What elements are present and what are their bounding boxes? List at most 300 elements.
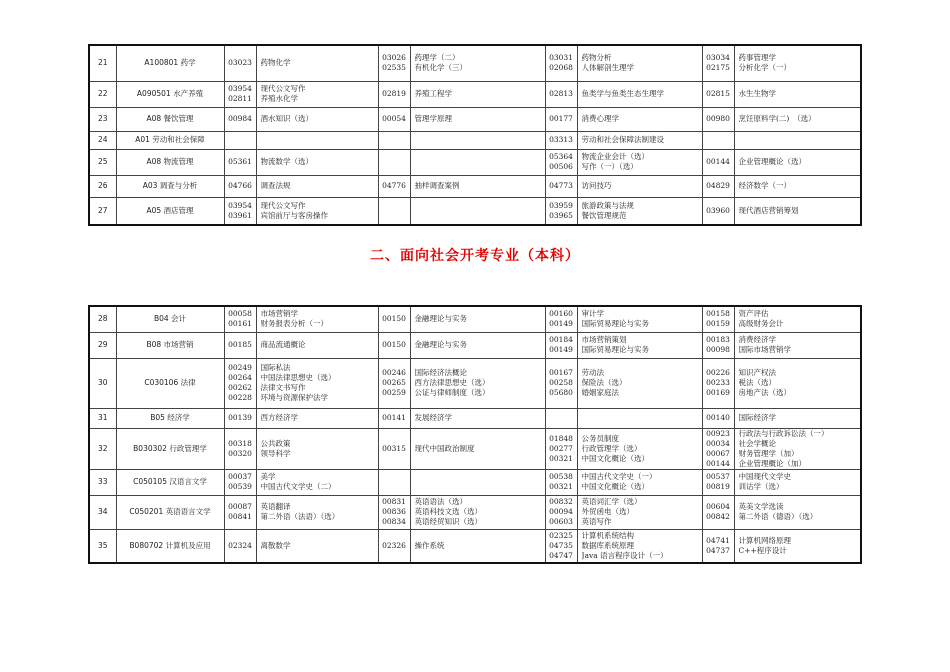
course-code-line: 00233 (706, 378, 730, 387)
major-name (116, 107, 224, 131)
course-name (256, 428, 378, 469)
course-code-line: 03960 (706, 205, 730, 215)
course-code-line: 00098 (706, 345, 730, 354)
course-code-line: 00259 (382, 388, 406, 397)
section-title: 二、面向社会开考专业（本科） (370, 248, 580, 264)
course-code (545, 131, 577, 149)
table-row (89, 131, 861, 149)
course-name-line: 行政管理学（选） (581, 443, 642, 453)
course-name (410, 306, 545, 332)
major-name (116, 149, 224, 175)
row-number-line: 33 (97, 477, 108, 486)
major-name-line: B04 会计 (153, 314, 187, 324)
course-code-line: 00832 (549, 497, 573, 506)
course-name (410, 45, 545, 81)
course-name-line: 中国古代文学史（一） (581, 472, 657, 481)
course-name (410, 332, 545, 358)
course-code-line: 00160 (549, 309, 573, 319)
course-code-line: 00506 (549, 162, 573, 171)
course-name (577, 428, 702, 469)
course-name (734, 175, 861, 197)
course-name (734, 131, 861, 149)
table-row (89, 495, 861, 529)
course-code (702, 358, 734, 408)
course-code (378, 81, 410, 107)
course-name-line: 英语语法（选） (414, 497, 467, 506)
table-row (89, 149, 861, 175)
course-code-line: 02326 (382, 540, 406, 550)
course-code-line: 00058 (228, 309, 252, 319)
course-code-line: 00318 (228, 438, 252, 448)
major-name (116, 131, 224, 149)
course-name-line: 审计学 (581, 309, 604, 319)
course-code (702, 45, 734, 81)
course-name (577, 45, 702, 81)
course-code-line: 00277 (549, 443, 573, 453)
table-b-body (89, 306, 861, 563)
course-code-line: 00054 (382, 114, 406, 123)
course-code (224, 529, 256, 563)
course-name-line: 金融理论与实务 (414, 340, 467, 349)
course-code-line: 02068 (549, 63, 573, 73)
course-code (224, 45, 256, 81)
course-name-line: 劳动和社会保障法制建设 (581, 135, 664, 144)
course-name-line: 企业管理概论（加） (738, 458, 806, 468)
table-row (89, 175, 861, 197)
course-name-line: 烹饪原料学(二) （选） (738, 114, 816, 123)
course-name-line: 外贸函电（选） (581, 507, 634, 516)
course-code (224, 332, 256, 358)
course-name-line: 社会学概论 (738, 438, 776, 448)
row-number-line: 31 (97, 413, 108, 422)
course-name (256, 197, 378, 225)
course-code-line: 00320 (228, 448, 252, 458)
row-number (89, 81, 116, 107)
course-name (256, 358, 378, 408)
course-name-line: 西方法律思想史（选） (414, 378, 490, 387)
course-code-line: 00158 (706, 309, 730, 319)
course-code (545, 81, 577, 107)
major-name (116, 197, 224, 225)
course-code-line: 00067 (706, 448, 730, 458)
course-name (577, 529, 702, 563)
course-name-line: 养殖工程学 (414, 89, 452, 98)
course-name-line: 药理学（二） (414, 53, 460, 63)
course-code-line: 00150 (382, 314, 406, 324)
course-name-line: 商品流通概论 (260, 340, 306, 349)
course-code-line: 01848 (549, 433, 573, 443)
course-code (702, 306, 734, 332)
major-name (116, 469, 224, 495)
course-code-line: 00834 (382, 517, 406, 526)
row-number-line: 24 (97, 135, 108, 144)
row-number (89, 197, 116, 225)
course-code (224, 197, 256, 225)
course-name (410, 495, 545, 529)
course-name-line: 消费经济学 (738, 335, 776, 344)
major-name-line: A08 物流管理 (146, 157, 194, 166)
course-code (378, 107, 410, 131)
row-number-line: 35 (97, 540, 108, 550)
course-code (702, 495, 734, 529)
course-name-line: 保险法（选） (581, 378, 627, 387)
course-code-line: 00150 (382, 340, 406, 349)
course-name-line: 离散数学 (260, 540, 291, 550)
row-number-line: 34 (97, 507, 108, 516)
course-name-line: 资产评估 (738, 309, 769, 319)
course-code-line: 00144 (706, 157, 730, 166)
course-code (545, 45, 577, 81)
row-number (89, 408, 116, 428)
course-code (224, 358, 256, 408)
row-number-line: 30 (97, 378, 108, 387)
course-name (577, 408, 702, 428)
course-name-line: 英语科技文选（选） (414, 507, 482, 516)
course-code-line: 03023 (228, 58, 252, 68)
major-name-line: A03 调查与分析 (142, 181, 198, 190)
table-row (89, 332, 861, 358)
course-name-line: 英语经贸知识（选） (414, 517, 482, 526)
course-name-line: 药事管理学 (738, 53, 776, 63)
course-code (702, 529, 734, 563)
course-code (224, 408, 256, 428)
course-name (410, 408, 545, 428)
course-code (545, 149, 577, 175)
course-name-line: 国际贸易理论与实务 (581, 345, 649, 354)
course-name (734, 107, 861, 131)
major-name (116, 306, 224, 332)
row-number (89, 45, 116, 81)
course-code (545, 529, 577, 563)
major-name-line: A05 酒店管理 (146, 205, 194, 215)
course-code-line: 03031 (549, 53, 573, 63)
course-code-line: 02813 (549, 89, 573, 98)
major-name (116, 428, 224, 469)
course-name-line: 英语词汇学（选） (581, 497, 642, 506)
course-code-line: 00315 (382, 443, 406, 453)
course-name (410, 469, 545, 495)
course-code-line: 00246 (382, 368, 406, 377)
course-name (734, 408, 861, 428)
course-code-line: 00087 (228, 502, 252, 511)
course-name (256, 332, 378, 358)
course-code-line: 00539 (228, 482, 252, 491)
course-name-line: 第二外语（德语）（选） (738, 512, 818, 521)
course-code-line: 00185 (228, 340, 252, 349)
course-code-line: 00984 (228, 114, 252, 123)
row-number (89, 495, 116, 529)
course-name-line: 领导科学 (260, 448, 291, 458)
course-name-line: 计算机系统结构 (581, 530, 634, 540)
course-code (224, 131, 256, 149)
course-code (702, 81, 734, 107)
table-row (89, 45, 861, 81)
course-name-line: 国际贸易理论与实务 (581, 319, 649, 329)
course-name-line: 金融理论与实务 (414, 314, 467, 324)
course-name-line: 中国现代文学史 (738, 472, 791, 481)
major-name-line: A090501 水产养殖 (136, 89, 204, 98)
course-name-line: 公务员制度 (581, 433, 619, 443)
course-code (378, 428, 410, 469)
table-row (89, 81, 861, 107)
course-code (378, 469, 410, 495)
course-name-line: 访问技巧 (581, 181, 612, 190)
course-name (256, 408, 378, 428)
course-name-line: 税法（选） (738, 378, 776, 387)
course-code-line: 00537 (706, 472, 730, 481)
course-name (577, 495, 702, 529)
course-name-line: 现代中国政治制度 (414, 443, 475, 453)
course-name-line: 鱼类学与鱼类生态生理学 (581, 89, 664, 98)
course-name (734, 358, 861, 408)
course-code-line: 03026 (382, 53, 406, 63)
course-name-line: 现代酒店营销筹划 (738, 205, 799, 215)
major-name (116, 45, 224, 81)
course-name (410, 149, 545, 175)
course-name-line: 宾馆前厅与客房操作 (260, 210, 328, 220)
course-code-line: 00249 (228, 363, 252, 372)
course-name (410, 428, 545, 469)
course-name (410, 175, 545, 197)
course-name-line: 知识产权法 (738, 368, 776, 377)
major-name (116, 358, 224, 408)
course-code (224, 306, 256, 332)
course-name-line: C++程序设计 (738, 545, 787, 555)
course-code (702, 131, 734, 149)
major-name-line: C050201 英语语言文学 (129, 507, 211, 516)
course-code-line: 03313 (549, 135, 573, 144)
course-name (256, 175, 378, 197)
course-name (577, 149, 702, 175)
course-code-line: 00819 (706, 482, 730, 491)
course-code-line: 04829 (706, 181, 730, 190)
course-code-line: 04737 (706, 545, 730, 555)
major-name (116, 529, 224, 563)
course-name (734, 428, 861, 469)
course-name-line: 美学 (260, 472, 276, 481)
major-name (116, 495, 224, 529)
course-code (224, 175, 256, 197)
major-name-line: B05 经济学 (150, 413, 190, 422)
course-code-line: 00169 (706, 388, 730, 397)
major-name (116, 81, 224, 107)
course-name (256, 45, 378, 81)
course-name (410, 131, 545, 149)
course-name-line: 国际经济法概论 (414, 368, 467, 377)
table-row (89, 107, 861, 131)
course-name-line: 英美文学选读 (738, 502, 784, 511)
course-code-line: 00262 (228, 383, 252, 392)
course-code (545, 408, 577, 428)
course-code (545, 469, 577, 495)
course-name-line: 公共政策 (260, 438, 291, 448)
course-name-line: Java 语言程序设计（一） (581, 550, 668, 560)
course-code-line: 00604 (706, 502, 730, 511)
course-code (378, 131, 410, 149)
course-name (410, 529, 545, 563)
row-number-line: 25 (97, 157, 108, 166)
course-code (224, 469, 256, 495)
course-code (702, 428, 734, 469)
course-code (545, 495, 577, 529)
course-code-line: 00226 (706, 368, 730, 377)
row-number (89, 149, 116, 175)
course-name-line: 公证与律师制度（选） (414, 388, 490, 397)
course-code-line: 03954 (228, 200, 252, 210)
course-name (256, 81, 378, 107)
course-code-line: 04776 (382, 181, 406, 190)
course-code-line: 02815 (706, 89, 730, 98)
course-code (378, 529, 410, 563)
course-name-line: 餐饮管理规范 (581, 210, 627, 220)
major-name (116, 332, 224, 358)
major-name (116, 408, 224, 428)
course-name-line: 中国文化概论（选） (581, 453, 649, 463)
course-code (378, 495, 410, 529)
course-name-line: 物流数学（选） (260, 157, 313, 166)
course-name-line: 财务管理学（加） (738, 448, 799, 458)
course-code (378, 332, 410, 358)
course-name-line: 物流企业会计（选） (581, 152, 649, 161)
course-name (410, 107, 545, 131)
row-number (89, 332, 116, 358)
course-name (256, 529, 378, 563)
major-name-line: A100801 药学 (144, 58, 196, 68)
row-number (89, 306, 116, 332)
row-number-line: 23 (97, 114, 108, 123)
course-code-line: 00258 (549, 378, 573, 387)
course-name-line: 中国文化概论（选） (581, 482, 649, 491)
course-name (256, 107, 378, 131)
course-name-line: 市场营销策划 (581, 335, 627, 344)
course-code (545, 332, 577, 358)
row-number-line: 28 (97, 314, 108, 324)
course-code-line: 03961 (228, 210, 252, 220)
course-code (224, 107, 256, 131)
course-code-line: 04735 (549, 540, 573, 550)
course-code-line: 02325 (549, 530, 573, 540)
row-number-line: 27 (97, 205, 108, 215)
course-code-line: 05364 (549, 152, 573, 161)
course-name (410, 358, 545, 408)
course-name-line: 企业管理概论（选） (738, 157, 806, 166)
course-code (702, 107, 734, 131)
course-code-line: 03954 (228, 84, 252, 93)
course-code-line: 04747 (549, 550, 573, 560)
course-code (224, 495, 256, 529)
major-name-line: A08 餐饮管理 (146, 114, 194, 123)
course-name-line: 数据库系统原理 (581, 540, 634, 550)
course-name (577, 332, 702, 358)
row-number (89, 131, 116, 149)
row-number (89, 469, 116, 495)
course-code-line: 04741 (706, 535, 730, 545)
course-name-line: 水生生物学 (738, 89, 776, 98)
course-name (410, 81, 545, 107)
course-name (256, 149, 378, 175)
course-code (702, 408, 734, 428)
course-name-line: 调查法规 (260, 181, 291, 190)
course-name-line: 经济数学（一） (738, 181, 791, 190)
course-name-line: 现代公文写作 (260, 84, 306, 93)
course-name-line: 环境与资源保护法学 (260, 393, 328, 402)
row-number-line: 22 (97, 89, 108, 98)
course-code-line: 00980 (706, 114, 730, 123)
course-name-line: 操作系统 (414, 540, 445, 550)
row-number-line: 29 (97, 340, 108, 349)
table-row (89, 529, 861, 563)
course-name-line: 人体解剖生理学 (581, 63, 634, 73)
course-code-line: 00144 (706, 458, 730, 468)
course-code-line: 02175 (706, 63, 730, 73)
row-number (89, 529, 116, 563)
major-name-line: B08 市场营销 (146, 340, 194, 349)
course-name-line: 中国古代文学史（二） (260, 482, 336, 491)
table-row (89, 306, 861, 332)
course-code-line: 00538 (549, 472, 573, 481)
course-code-line: 02811 (228, 94, 252, 103)
course-name (577, 107, 702, 131)
course-code (224, 81, 256, 107)
course-code (545, 197, 577, 225)
course-name (577, 175, 702, 197)
table-row (89, 408, 861, 428)
course-code-line: 00159 (706, 319, 730, 329)
course-code (545, 306, 577, 332)
course-name (734, 306, 861, 332)
course-code-line: 02324 (228, 540, 252, 550)
course-name (577, 306, 702, 332)
course-code (378, 149, 410, 175)
row-number (89, 175, 116, 197)
course-name (734, 149, 861, 175)
row-number (89, 428, 116, 469)
course-code (702, 175, 734, 197)
row-number (89, 107, 116, 131)
row-number-line: 26 (97, 181, 108, 190)
course-name-line: 国际经济学 (738, 413, 776, 422)
course-name-line: 劳动法 (581, 368, 604, 377)
course-code-line: 03034 (706, 53, 730, 63)
course-name-line: 旅游政策与法规 (581, 200, 634, 210)
course-name-line: 分析化学（一） (738, 63, 791, 73)
course-code-line: 00177 (549, 114, 573, 123)
course-code-line: 00836 (382, 507, 406, 516)
course-name-line: 消费心理学 (581, 114, 619, 123)
course-code (702, 149, 734, 175)
course-code-line: 00139 (228, 413, 252, 422)
major-name-line: B080702 计算机及应用 (129, 540, 211, 550)
table-row (89, 428, 861, 469)
row-number-line: 32 (97, 443, 108, 453)
course-name-line: 训诂学（选） (738, 482, 784, 491)
major-name-line: C030106 法律 (144, 378, 196, 387)
course-code-line: 00149 (549, 319, 573, 329)
course-code-line: 05361 (228, 157, 252, 166)
course-code (545, 107, 577, 131)
course-name-line: 房地产法（选） (738, 388, 791, 397)
course-name-line: 婚姻家庭法 (581, 388, 619, 397)
course-name (256, 306, 378, 332)
course-code-line: 00831 (382, 497, 406, 506)
table-row (89, 358, 861, 408)
course-name-line: 国际市场营销学 (738, 345, 791, 354)
course-name-line: 中国法律思想史（选） (260, 373, 336, 382)
table-row (89, 197, 861, 225)
table-a-body (89, 45, 861, 225)
course-name-line: 药物分析 (581, 53, 612, 63)
table-row (89, 469, 861, 495)
